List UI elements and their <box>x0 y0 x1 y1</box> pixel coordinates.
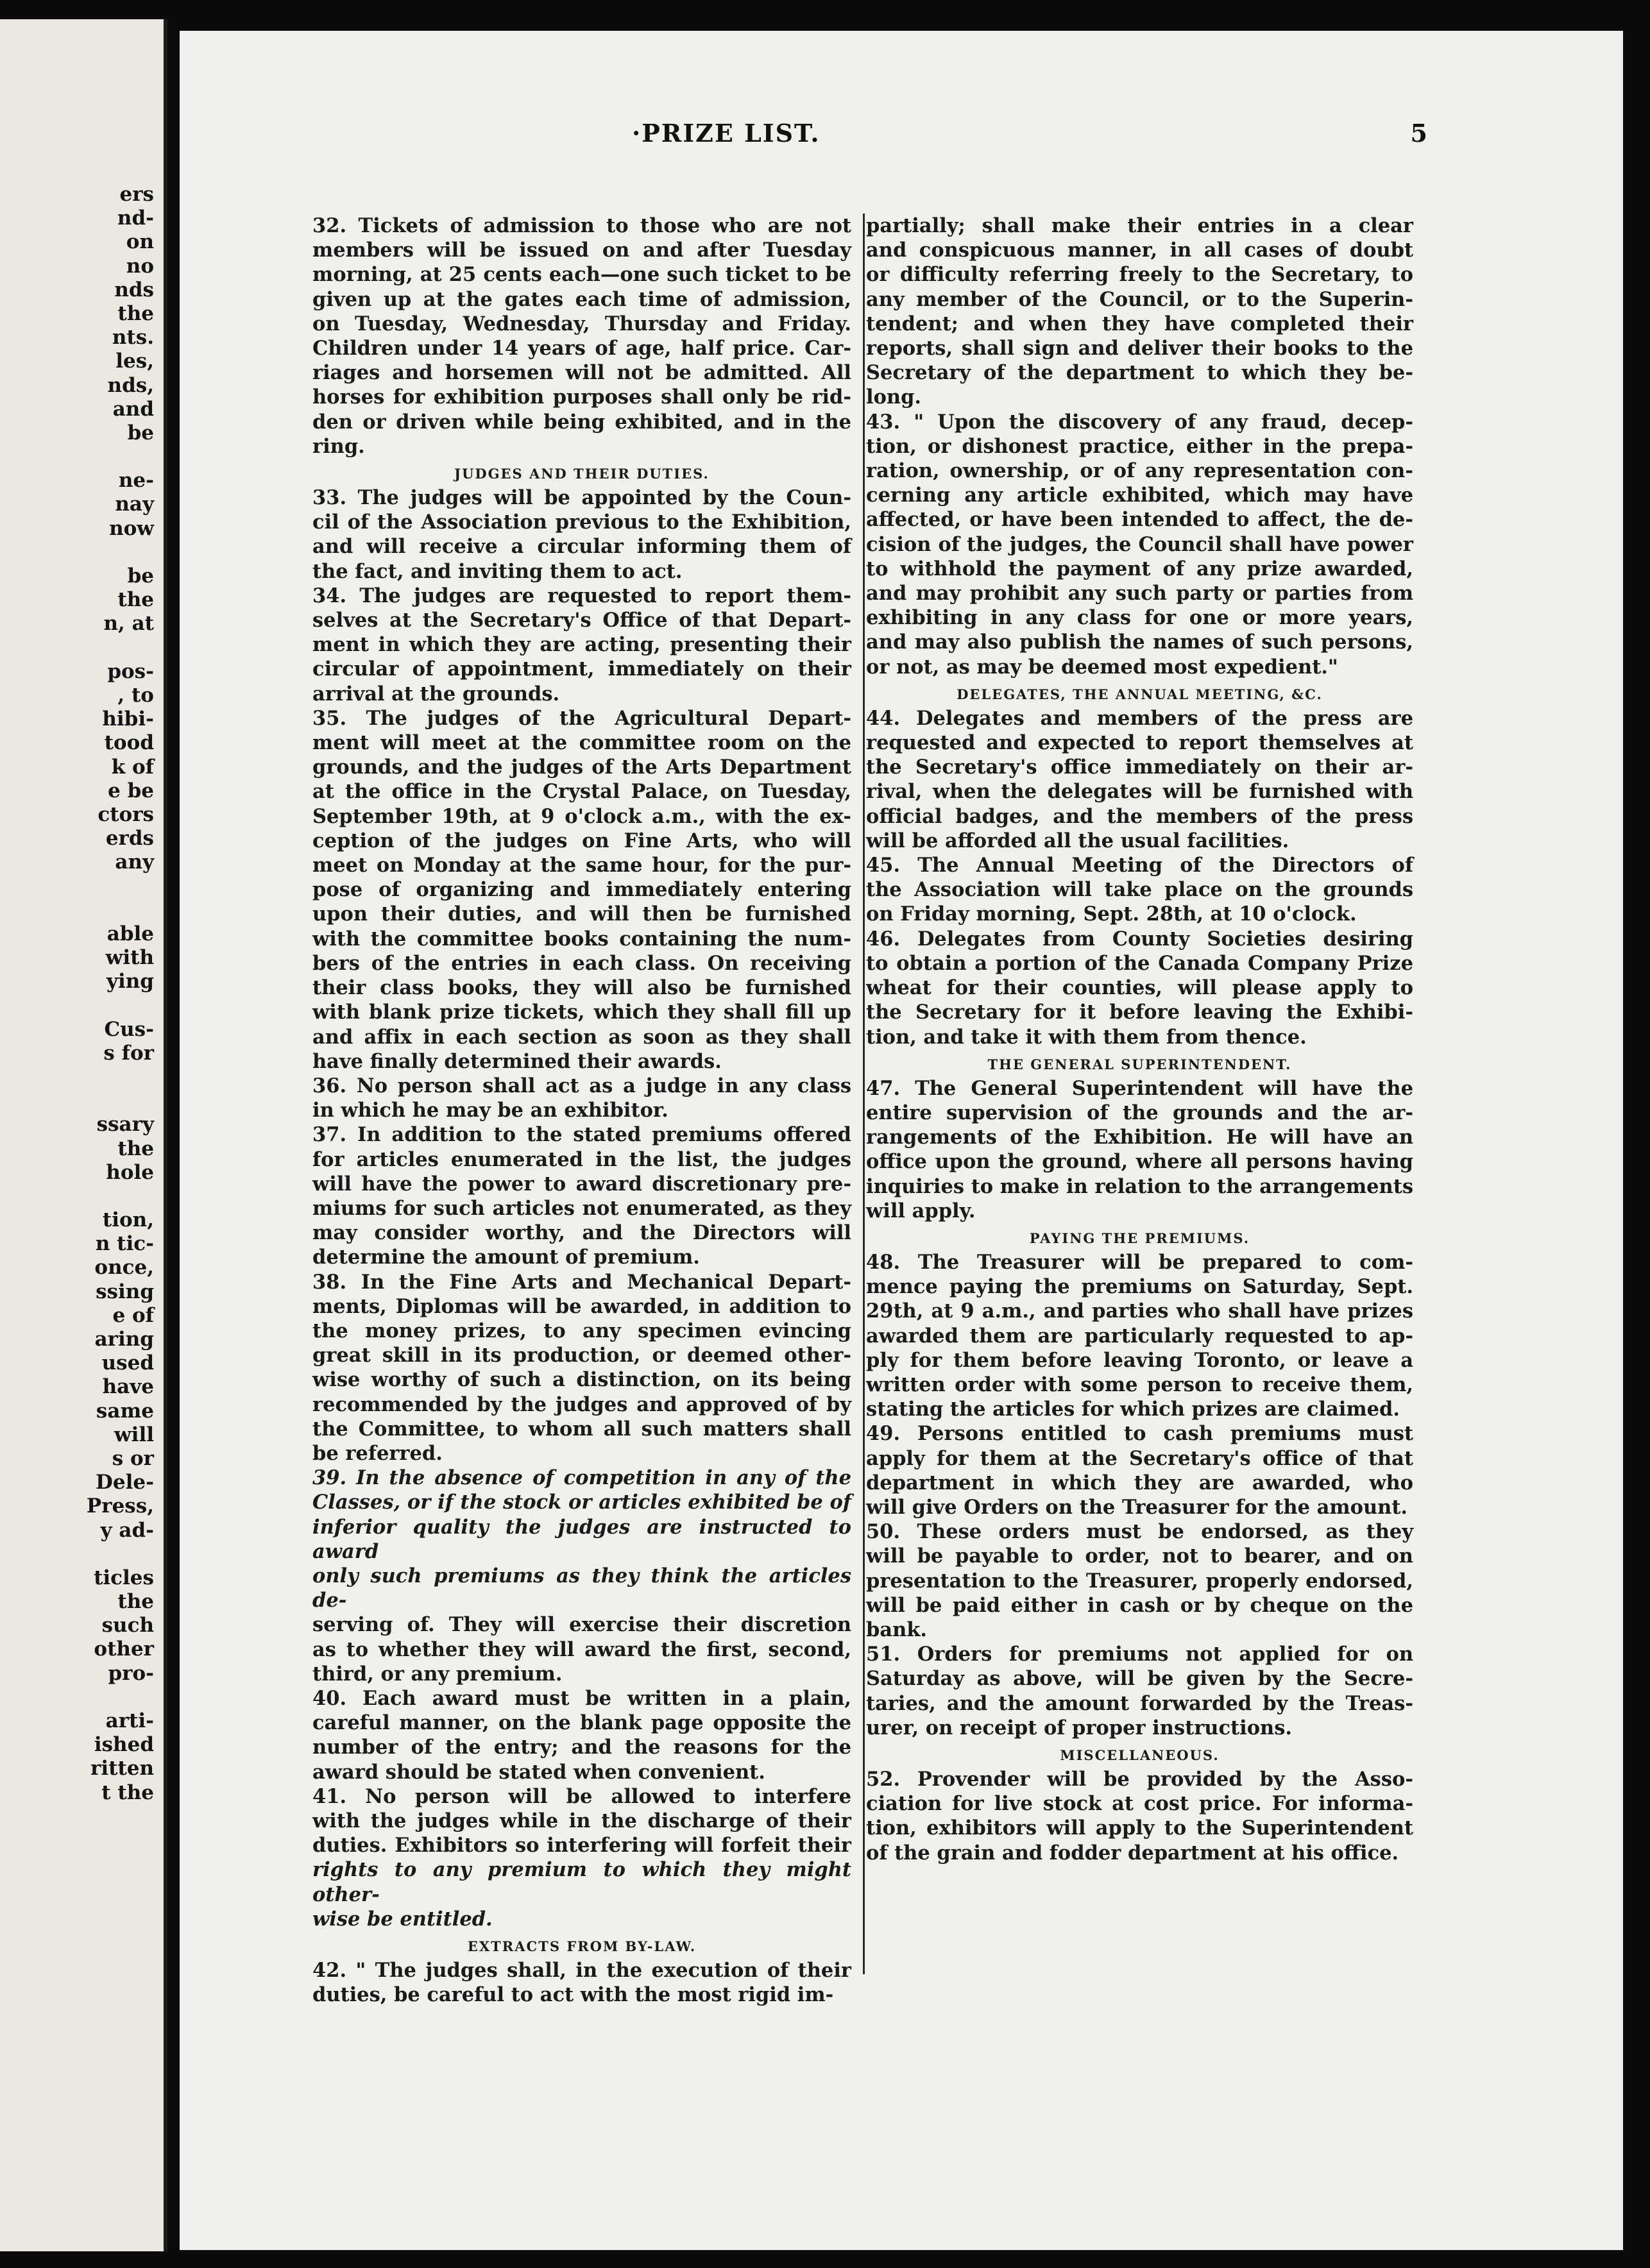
text-line: 48. The Treasurer will be prepared to com- <box>866 1250 1413 1274</box>
paragraph <box>312 486 851 584</box>
fragment-line: nds, <box>107 373 154 397</box>
text-line: cerning any article exhibited, which may have <box>866 484 1413 507</box>
text-line: the money prizes, to any specimen evincing <box>312 1319 851 1342</box>
text-line: arrival at the grounds. <box>312 682 560 706</box>
fragment-line <box>0 1089 154 1113</box>
fragment-line: ritten <box>90 1757 154 1781</box>
text-line: and conspicuous manner, in all cases of doubt <box>866 239 1413 262</box>
text-line: with blank prize tickets, which they shall fill up <box>312 1001 851 1024</box>
fragment-line <box>0 445 154 469</box>
text-line: grounds, and the judges of the Arts Department <box>312 756 851 779</box>
text-line: upon their duties, and will then be furnished <box>312 902 851 926</box>
paragraph <box>312 706 851 1074</box>
text-line: office upon the ground, where all persons having <box>866 1150 1413 1174</box>
paragraph <box>866 214 1413 410</box>
text-line: will be afforded all the usual facilities. <box>866 829 1289 852</box>
text-line: Classes, or if the stock or articles exhibited be of <box>312 1491 851 1514</box>
text-line: 43. " Upon the discovery of any fraud, decep- <box>866 410 1413 434</box>
text-line: may consider worthy, and the Directors will <box>312 1221 851 1245</box>
text-line: selves at the Secretary's Office of that Depart- <box>312 609 851 632</box>
text-line: members will be issued on and after Tuesday <box>312 239 851 262</box>
text-line: written order with some person to receive them, <box>866 1373 1413 1396</box>
text-line: cision of the judges, the Council shall have power <box>866 532 1413 556</box>
section-heading: MISCELLANEOUS. <box>1060 1747 1220 1763</box>
text-line: for articles enumerated in the list, the judges <box>312 1147 851 1171</box>
paragraph <box>312 1270 851 1466</box>
page-header <box>632 119 1427 164</box>
fragment-line: ne- <box>118 469 154 493</box>
text-line: entire supervision of the grounds and the ar- <box>866 1101 1413 1124</box>
fragment-line: have <box>102 1375 154 1399</box>
fragment-line: s or <box>112 1446 154 1470</box>
text-line: recommended by the judges and approved of by <box>312 1392 851 1416</box>
fragment-line: the <box>117 1137 154 1160</box>
text-line: on Friday morning, Sept. 28th, at 10 o'clock. <box>866 902 1357 926</box>
section-heading: EXTRACTS FROM BY-LAW. <box>467 1938 697 1955</box>
text-line: third, or any premium. <box>312 1662 563 1686</box>
text-line: 39. In the absence of competition in any of the <box>312 1466 851 1490</box>
text-line: bank. <box>866 1618 928 1641</box>
paragraph <box>312 584 851 706</box>
text-line: 47. The General Superintendent will have the <box>866 1076 1413 1100</box>
text-line: bers of the entries in each class. On receiving <box>312 951 851 975</box>
text-line: on Tuesday, Wednesday, Thursday and Friday. <box>312 312 851 335</box>
fragment-line: nay <box>115 493 154 516</box>
text-line: long. <box>866 385 922 409</box>
text-line: cil of the Association previous to the Exhibition, <box>312 511 851 534</box>
fragment-line: Press, <box>86 1494 154 1518</box>
paragraph <box>866 853 1413 927</box>
text-line: urer, on receipt of proper instructions. <box>866 1716 1293 1739</box>
previous-page-text <box>0 183 154 1805</box>
fragment-line <box>0 874 154 898</box>
paragraph <box>312 1958 851 2007</box>
text-line: and may also publish the names of such persons, <box>866 630 1413 654</box>
fragment-line: any <box>115 851 154 874</box>
fragment-line <box>0 1065 154 1089</box>
text-line: 52. Provender will be provided by the Asso- <box>866 1767 1413 1791</box>
text-line: ring. <box>312 434 365 458</box>
text-line: will be payable to order, not to bearer, and on <box>866 1544 1413 1568</box>
text-line: Saturday as above, will be given by the Secre- <box>866 1667 1413 1691</box>
fragment-line: other <box>94 1638 154 1661</box>
text-line: with the judges while in the discharge of their <box>312 1809 851 1832</box>
text-line: tion, or dishonest practice, either in the prepa- <box>866 434 1413 458</box>
text-line: the fact, and inviting them to act. <box>312 559 683 583</box>
text-line: careful manner, on the blank page opposite the <box>312 1711 851 1735</box>
paragraph <box>866 1076 1413 1223</box>
fragment-line: will <box>114 1423 154 1446</box>
fragment-line: ctors <box>98 802 154 826</box>
text-line: department in which they are awarded, who <box>866 1471 1413 1494</box>
text-line: of the grain and fodder department at his office. <box>866 1841 1399 1865</box>
fragment-line: ying <box>106 970 154 994</box>
fragment-line <box>0 1185 154 1208</box>
text-line: 38. In the Fine Arts and Mechanical Depart- <box>312 1270 851 1294</box>
fragment-line: nds <box>114 278 154 301</box>
text-line: at the office in the Crystal Palace, on Tuesday, <box>312 780 851 804</box>
text-line: exhibiting in any class for one or more years, <box>866 606 1413 630</box>
fragment-line: be <box>127 564 154 588</box>
text-line: ments, Diplomas will be awarded, in addition to <box>312 1294 851 1318</box>
fragment-line: aring <box>94 1328 154 1351</box>
text-line: and affix in each section as soon as they shall <box>312 1025 851 1049</box>
text-line: 41. No person will be allowed to interfere <box>312 1784 851 1808</box>
fragment-line: n, at <box>103 612 154 636</box>
text-line: ment will meet at the committee room on the <box>312 731 851 755</box>
fragment-line: n tic- <box>95 1232 154 1256</box>
text-line: presentation to the Treasurer, properly endorsed, <box>866 1569 1413 1593</box>
paragraph <box>866 706 1413 853</box>
fragment-line: pos- <box>107 659 154 683</box>
text-line: ment in which they are acting, presenting their <box>312 633 851 657</box>
previous-page-edge <box>0 19 167 2251</box>
paragraph <box>312 1466 851 1686</box>
text-line: morning, at 25 cents each—one such ticket to be <box>312 263 851 287</box>
text-line: their class books, they will also be furnished <box>312 976 851 1000</box>
fragment-line: ssary <box>96 1113 154 1137</box>
running-title: ·PRIZE LIST. <box>632 119 821 148</box>
text-line: the Secretary for it before leaving the Exhibi- <box>866 1001 1413 1024</box>
text-line: affected, or have been intended to affect, the de- <box>866 508 1413 532</box>
text-line: will apply. <box>866 1199 976 1223</box>
text-line: duties. Exhibitors so interfering will forfeit their <box>312 1834 851 1858</box>
text-line: or difficulty referring freely to the Secretary, to <box>866 263 1413 287</box>
text-line: reports, shall sign and deliver their books to the <box>866 337 1413 360</box>
paragraph <box>866 410 1413 679</box>
section-heading: PAYING THE PREMIUMS. <box>1029 1230 1250 1246</box>
section-heading: DELEGATES, THE ANNUAL MEETING, &C. <box>957 686 1323 702</box>
paragraph <box>312 1122 851 1269</box>
fragment-line: the <box>117 1590 154 1614</box>
text-line: 51. Orders for premiums not applied for on <box>866 1643 1413 1666</box>
paragraph <box>312 1784 851 1931</box>
fragment-line: s for <box>103 1041 154 1065</box>
text-line: wise be entitled. <box>312 1907 493 1931</box>
text-line: ciation for live stock at cost price. For informa- <box>866 1792 1413 1816</box>
text-line: the Secretary's office immediately on their ar- <box>866 756 1413 779</box>
text-line: tendent; and when they have completed their <box>866 312 1413 335</box>
text-line: will have the power to award discretionary pre- <box>312 1172 851 1196</box>
text-line: apply for them at the Secretary's office of that <box>866 1446 1413 1470</box>
text-line: serving of. They will exercise their discretion <box>312 1613 851 1637</box>
fragment-line <box>0 899 154 922</box>
text-line: award should be stated when convenient. <box>312 1760 765 1784</box>
fragment-line: ssing <box>96 1280 154 1303</box>
paragraph <box>312 1686 851 1784</box>
paragraph <box>866 1642 1413 1740</box>
text-line: Children under 14 years of age, half price. Car- <box>312 337 851 360</box>
text-line: pose of organizing and immediately entering <box>312 878 851 902</box>
text-line: wheat for their counties, will please apply to <box>866 976 1413 1000</box>
fragment-line: now <box>109 516 154 540</box>
text-line: and will receive a circular informing them of <box>312 535 851 559</box>
text-line: duties, be careful to act with the most rigid im- <box>312 1983 834 2007</box>
text-line: the Committee, to whom all such matters shall <box>312 1417 851 1441</box>
text-line: ception of the judges on Fine Arts, who will <box>312 829 851 852</box>
text-line: 36. No person shall act as a judge in any class <box>312 1074 851 1097</box>
text-line: given up at the gates each time of admission, <box>312 287 851 311</box>
paragraph <box>312 214 851 459</box>
text-line: and may prohibit any such party or parties from <box>866 582 1413 605</box>
text-line: awarded them are particularly requested to ap- <box>866 1324 1413 1348</box>
text-line: circular of appointment, immediately on their <box>312 657 851 681</box>
fragment-line <box>0 1543 154 1566</box>
paragraph <box>866 1767 1413 1865</box>
fragment-line: able <box>106 922 154 945</box>
fragment-line: on <box>126 230 154 254</box>
text-line: horses for exhibition purposes shall only be rid- <box>312 385 851 409</box>
text-line: with the committee books containing the num- <box>312 927 851 951</box>
fragment-line: hole <box>106 1160 154 1184</box>
fragment-line: no <box>126 254 154 278</box>
text-line: 44. Delegates and members of the press are <box>866 706 1413 730</box>
text-line: 37. In addition to the stated premiums offered <box>312 1123 851 1147</box>
text-line: wise worthy of such a distinction, on its being <box>312 1368 851 1392</box>
text-line: be referred. <box>312 1441 443 1465</box>
fragment-line: les, <box>115 350 154 373</box>
text-line: 42. " The judges shall, in the execution of their <box>312 1959 851 1983</box>
text-line: rival, when the delegates will be furnished with <box>866 780 1413 804</box>
page-number: 5 <box>1410 119 1427 148</box>
section-heading: JUDGES AND THEIR DUTIES. <box>454 466 710 482</box>
text-line: inquiries to make in relation to the arrangements <box>866 1174 1413 1198</box>
fragment-line: y ad- <box>100 1518 154 1542</box>
fragment-line: pro- <box>108 1661 154 1685</box>
fragment-line: same <box>96 1399 154 1423</box>
fragment-line: nd- <box>117 207 154 230</box>
fragment-line: and <box>112 397 154 421</box>
left-column <box>312 214 851 2007</box>
text-line: stating the articles for which prizes are claimed. <box>866 1398 1400 1421</box>
text-line: tion, and take it with them from thence. <box>866 1025 1307 1049</box>
text-line: ration, ownership, or of any representation con- <box>866 459 1413 483</box>
text-line: rights to any premium to which they might other- <box>312 1858 851 1906</box>
fragment-line <box>0 1686 154 1709</box>
text-line: 33. The judges will be appointed by the Coun- <box>312 486 851 510</box>
text-line: 29th, at 9 a.m., and parties who shall have prizes <box>866 1299 1413 1323</box>
fragment-line: the <box>117 301 154 325</box>
fragment-line: e be <box>108 779 154 802</box>
text-line: any member of the Council, or to the Superin- <box>866 287 1413 311</box>
fragment-line: arti- <box>105 1709 154 1732</box>
fragment-line: erds <box>105 827 154 851</box>
text-line: to withhold the payment of any prize awarded, <box>866 557 1413 580</box>
text-line: 45. The Annual Meeting of the Directors of <box>866 854 1413 877</box>
fragment-line: the <box>117 588 154 612</box>
text-line: taries, and the amount forwarded by the Treas- <box>866 1691 1413 1715</box>
fragment-line <box>0 541 154 564</box>
fragment-line: k of <box>111 755 154 779</box>
paragraph <box>866 1421 1413 1519</box>
fragment-line: ticles <box>94 1566 154 1589</box>
text-line: partially; shall make their entries in a clear <box>866 214 1413 237</box>
section-heading: THE GENERAL SUPERINTENDENT. <box>987 1056 1292 1072</box>
text-line: ply for them before leaving Toronto, or leave a <box>866 1348 1413 1372</box>
paragraph <box>866 927 1413 1049</box>
text-line: only such premiums as they think the articles de- <box>312 1564 851 1612</box>
text-line: September 19th, at 9 o'clock a.m., with the ex- <box>312 804 851 828</box>
text-line: have finally determined their awards. <box>312 1049 722 1073</box>
fragment-line <box>0 636 154 660</box>
text-line: riages and horsemen will not be admitted. All <box>312 361 851 385</box>
text-line: in which he may be an exhibitor. <box>312 1099 668 1122</box>
text-line: number of the entry; and the reasons for the <box>312 1736 851 1759</box>
fragment-line: such <box>101 1614 154 1638</box>
text-line: as to whether they will award the first, second, <box>312 1638 851 1661</box>
text-line: inferior quality the judges are instructed to award <box>312 1515 851 1563</box>
fragment-line: be <box>127 421 154 444</box>
fragment-line: , to <box>117 683 154 707</box>
column-rule <box>863 214 865 1974</box>
text-line: great skill in its production, or deemed other- <box>312 1344 851 1367</box>
paragraph <box>312 1074 851 1122</box>
fragment-line: t the <box>101 1781 154 1804</box>
fragment-line: tion, <box>102 1208 154 1232</box>
paragraph <box>866 1250 1413 1421</box>
text-line: will be paid either in cash or by cheque on the <box>866 1593 1413 1617</box>
text-line: miums for such articles not enumerated, as they <box>312 1196 851 1220</box>
text-line: 40. Each award must be written in a plain, <box>312 1686 851 1710</box>
text-line: official badges, and the members of the press <box>866 804 1413 828</box>
text-line: 32. Tickets of admission to those who are not <box>312 214 851 237</box>
text-line: Secretary of the department to which they be- <box>866 361 1413 385</box>
text-line: 34. The judges are requested to report them- <box>312 584 851 607</box>
text-line: will give Orders on the Treasurer for the amount. <box>866 1495 1408 1519</box>
fragment-line: used <box>101 1351 154 1375</box>
fragment-line: Cus- <box>104 1017 154 1041</box>
text-line: mence paying the premiums on Saturday, Sept. <box>866 1275 1413 1299</box>
text-line: tion, exhibitors will apply to the Superintendent <box>866 1816 1413 1840</box>
fragment-line: once, <box>94 1256 154 1280</box>
text-line: the Association will take place on the grounds <box>866 878 1413 902</box>
text-line: to obtain a portion of the Canada Company Prize <box>866 951 1413 975</box>
fragment-line: tood <box>104 731 154 755</box>
fragment-line: nts. <box>112 326 154 350</box>
text-line: 35. The judges of the Agricultural Depart- <box>312 706 851 730</box>
text-line: or not, as may be deemed most expedient." <box>866 655 1338 679</box>
text-line: determine the amount of premium. <box>312 1246 700 1269</box>
paragraph <box>866 1519 1413 1642</box>
text-line: rangements of the Exhibition. He will have an <box>866 1126 1413 1149</box>
text-line: den or driven while being exhibited, and in the <box>312 410 851 434</box>
fragment-line: ers <box>119 183 154 206</box>
fragment-line: e of <box>112 1303 154 1327</box>
fragment-line: Dele- <box>96 1471 154 1494</box>
right-column <box>866 214 1413 1865</box>
fragment-line: with <box>105 946 154 969</box>
text-line: 46. Delegates from County Societies desiring <box>866 927 1413 951</box>
text-line: 49. Persons entitled to cash premiums must <box>866 1422 1413 1446</box>
text-line: 50. These orders must be endorsed, as they <box>866 1520 1413 1544</box>
fragment-line: ished <box>94 1733 154 1757</box>
text-line: meet on Monday at the same hour, for the pur- <box>312 854 851 877</box>
text-line: requested and expected to report themselves at <box>866 731 1413 755</box>
fragment-line <box>0 994 154 1017</box>
fragment-line: hibi- <box>102 707 154 731</box>
